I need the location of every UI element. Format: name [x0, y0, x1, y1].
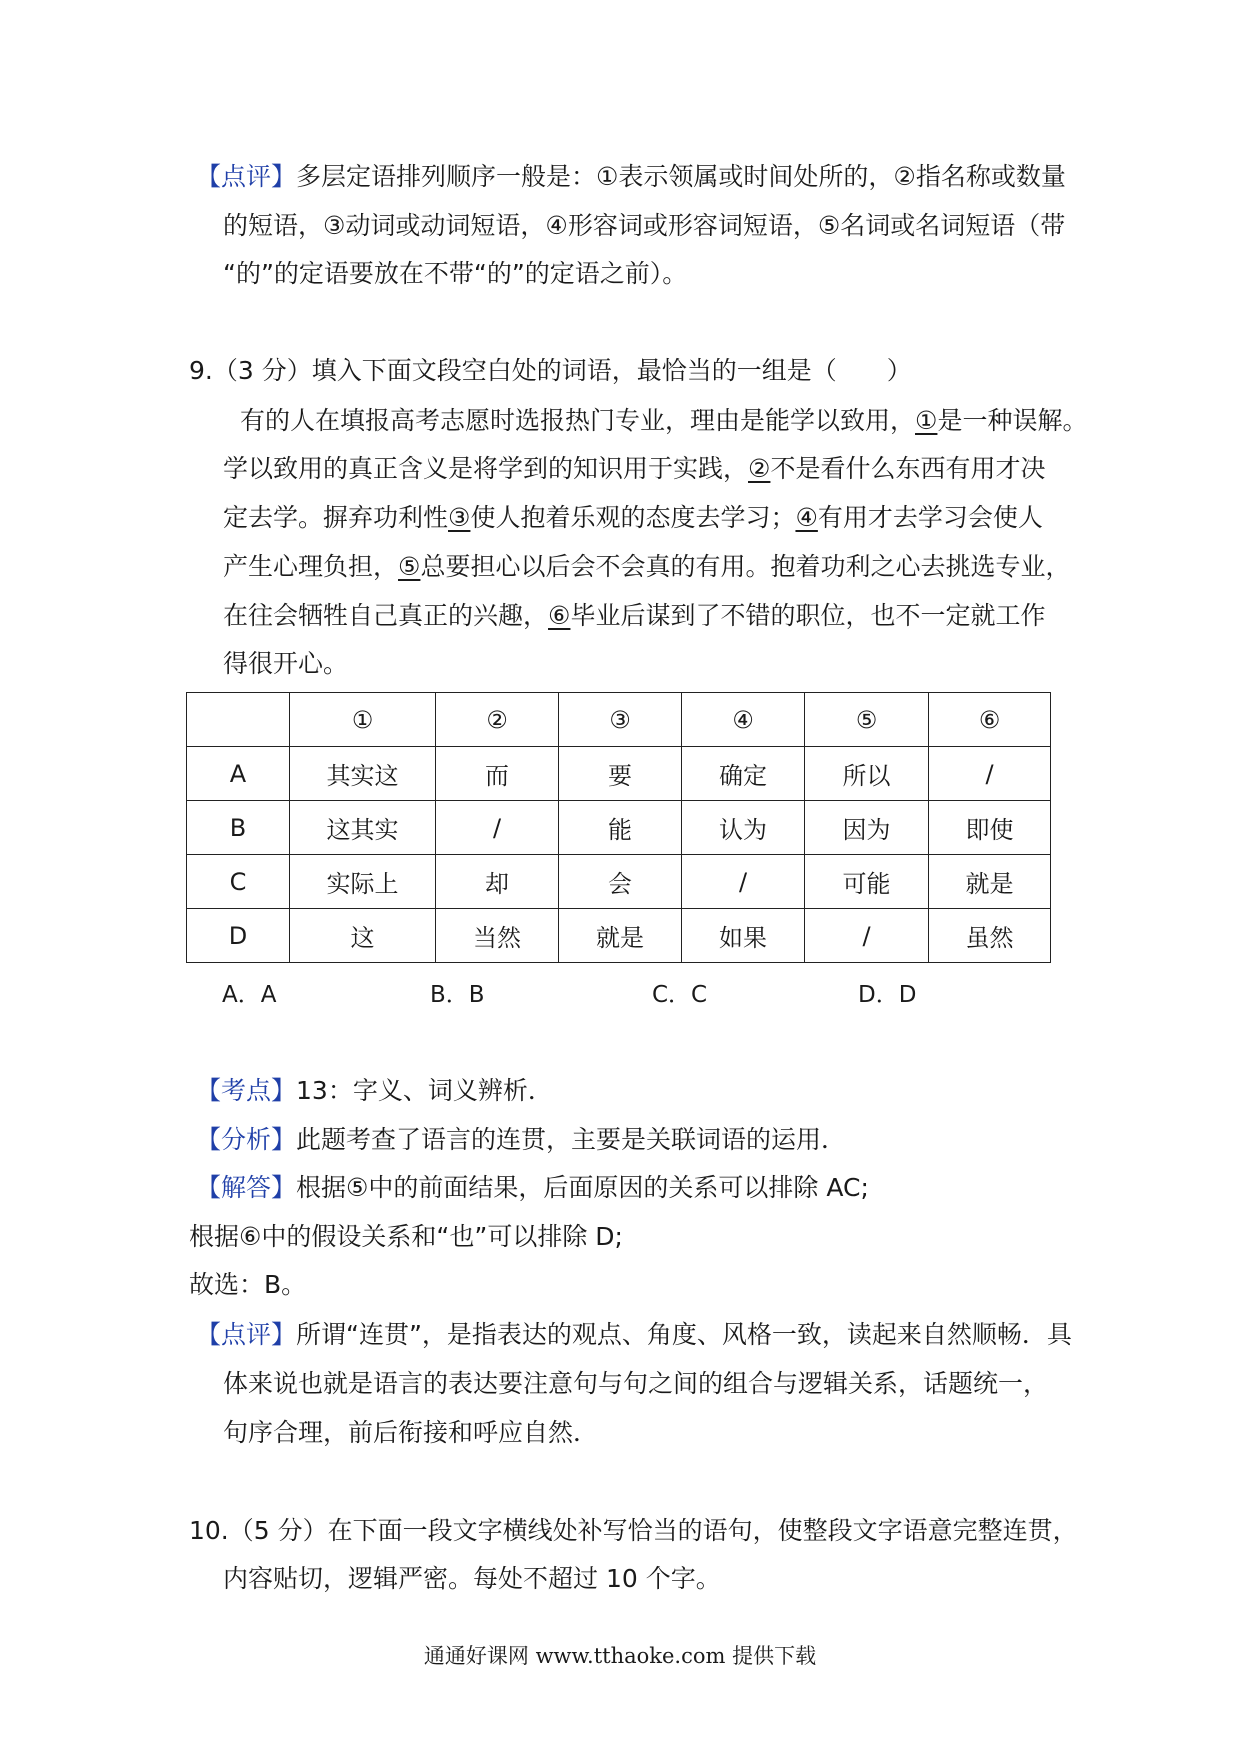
table-cell: 会: [559, 855, 682, 909]
table-cell: ①: [290, 693, 436, 747]
table-cell: [187, 693, 290, 747]
blank-5: ⑤: [398, 552, 421, 581]
jieda-line-2: 根据⑥中的假设关系和“也”可以排除 D;: [189, 1222, 623, 1251]
passage-text: 产生心理负担，: [223, 552, 399, 581]
blank-4: ④: [795, 503, 818, 532]
table-cell: ⑥: [929, 693, 1051, 747]
fenxi-line: [196, 1125, 846, 1155]
passage-text: 是一种误解。: [937, 406, 1088, 435]
table-cell: 其实这: [290, 747, 436, 801]
table-row: [187, 855, 1051, 909]
passage-text: 不是看什么东西有用才决: [770, 454, 1046, 483]
table-cell: 实际上: [290, 855, 436, 909]
table-cell: 这: [290, 909, 436, 963]
table-cell: 虽然: [929, 909, 1051, 963]
table-cell: ②: [436, 693, 559, 747]
table-row: [187, 909, 1051, 963]
passage-text: 总要担心以后会不会真的有用。抱着功利之心去挑选专业，: [420, 552, 1071, 581]
choice-b[interactable]: B．B: [430, 982, 485, 1008]
jieda-tag: 【解答】: [196, 1173, 297, 1202]
table-cell: /: [805, 909, 929, 963]
comment-text: 多层定语排列顺序一般是：①表示领属或时间处所的，②指名称或数量: [296, 162, 1066, 191]
table-header-row: [187, 693, 1051, 747]
dianping-tag: 【点评】: [196, 1320, 297, 1349]
q10-stem-line-2: 内容贴切，逻辑严密。每处不超过 10 个字。: [223, 1564, 721, 1593]
table-cell: 即使: [929, 801, 1051, 855]
table-cell: /: [682, 855, 805, 909]
table-cell: 因为: [805, 801, 929, 855]
q9-passage-line-6: 得很开心。: [223, 649, 349, 678]
table-cell: 却: [436, 855, 559, 909]
dianping-line-3: 句序合理，前后衔接和呼应自然．: [223, 1418, 599, 1447]
passage-text: 在往会牺牲自己真正的兴趣，: [223, 601, 549, 630]
jieda-text: 根据⑤中的前面结果，后面原因的关系可以排除 AC;: [296, 1173, 869, 1202]
table-cell: B: [187, 801, 290, 855]
q9-stem: 9.（3 分）填入下面文段空白处的词语，最恰当的一组是（ ）: [189, 356, 912, 385]
choice-a[interactable]: A．A: [222, 982, 277, 1008]
blank-2: ②: [748, 454, 771, 483]
table-cell: /: [436, 801, 559, 855]
table-cell: 就是: [929, 855, 1051, 909]
comment-line-2: 的短语，③动词或动词短语，④形容词或形容词短语，⑤名词或名词短语（带: [223, 211, 1066, 240]
table-cell: 认为: [682, 801, 805, 855]
kaodian-text: 13：字义、词义辨析．: [296, 1076, 553, 1105]
table-row: [187, 801, 1051, 855]
jieda-line-3: 故选：B。: [189, 1270, 307, 1299]
table-cell: A: [187, 747, 290, 801]
comment-line-3: “的”的定语要放在不带“的”的定语之前）。: [223, 259, 688, 288]
table-cell: 如果: [682, 909, 805, 963]
jieda-line: [196, 1173, 869, 1203]
passage-text: 毕业后谋到了不错的职位，也不一定就工作: [570, 601, 1046, 630]
table-cell: ③: [559, 693, 682, 747]
table-cell: 就是: [559, 909, 682, 963]
table-cell: 当然: [436, 909, 559, 963]
table-cell: 确定: [682, 747, 805, 801]
q9-passage-line-4: [223, 552, 1070, 582]
dianping-line-1: [196, 1320, 1072, 1350]
table-cell: ④: [682, 693, 805, 747]
choice-d[interactable]: D．D: [858, 982, 917, 1008]
table-cell: D: [187, 909, 290, 963]
table-cell: 这其实: [290, 801, 436, 855]
passage-text: 有用才去学习会使人: [817, 503, 1043, 532]
passage-text: 有的人在填报高考志愿时选报热门专业，理由是能学以致用，: [240, 406, 916, 435]
passage-text: 定去学。摒弃功利性: [223, 503, 449, 532]
table-cell: C: [187, 855, 290, 909]
kaodian-line: [196, 1076, 553, 1106]
passage-text: 使人抱着乐观的态度去学习；: [470, 503, 796, 532]
dianping-text: 所谓“连贯”，是指表达的观点、角度、风格一致，读起来自然顺畅．具: [296, 1320, 1072, 1349]
table-cell: 要: [559, 747, 682, 801]
choice-c[interactable]: C．C: [652, 982, 708, 1008]
page-footer: 通通好课网 www.tthaoke.com 提供下载: [423, 1644, 817, 1668]
table-cell: 而: [436, 747, 559, 801]
blank-3: ③: [448, 503, 471, 532]
fenxi-text: 此题考查了语言的连贯，主要是关联词语的运用．: [296, 1125, 847, 1154]
kaodian-tag: 【考点】: [196, 1076, 297, 1105]
table-cell: 可能: [805, 855, 929, 909]
q9-passage-line-5: [223, 601, 1045, 631]
options-table: [186, 692, 1051, 963]
fenxi-tag: 【分析】: [196, 1125, 297, 1154]
q9-passage-line-3: [223, 503, 1043, 533]
table-row: [187, 747, 1051, 801]
comment-line-1: [196, 162, 1066, 192]
table-cell: 所以: [805, 747, 929, 801]
blank-1: ①: [915, 406, 938, 435]
passage-text: 学以致用的真正含义是将学到的知识用于实践，: [223, 454, 749, 483]
q9-passage-line-2: [223, 454, 1045, 484]
blank-6: ⑥: [548, 601, 571, 630]
dianping-line-2: 体来说也就是语言的表达要注意句与句之间的组合与逻辑关系，话题统一，: [223, 1369, 1049, 1398]
dianping-tag: 【点评】: [196, 162, 297, 191]
q9-passage-line-1: [240, 406, 1087, 436]
table-cell: ⑤: [805, 693, 929, 747]
table-cell: 能: [559, 801, 682, 855]
q10-stem-line-1: 10.（5 分）在下面一段文字横线处补写恰当的语句，使整段文字语意完整连贯，: [189, 1516, 1078, 1545]
table-cell: /: [929, 747, 1051, 801]
